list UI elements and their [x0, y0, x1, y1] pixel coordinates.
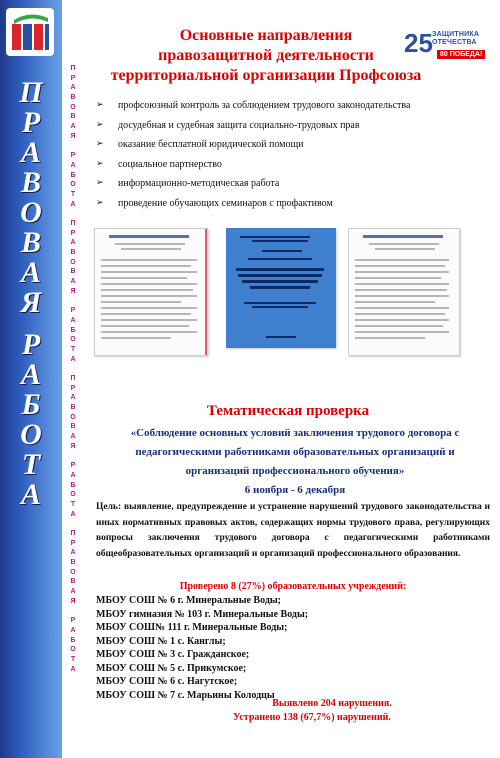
- document-thumbnail-2: [226, 228, 336, 348]
- strip-letter: Р: [70, 152, 76, 160]
- strip-letter: А: [70, 665, 76, 673]
- sidebar-letter: В: [20, 166, 41, 199]
- strip-letter: А: [70, 433, 76, 441]
- list-item: МБОУ СОШ № 5 с. Прикумское;: [96, 662, 247, 674]
- strip-letter: Б: [70, 171, 76, 179]
- strip-letter: А: [70, 200, 76, 208]
- strip-letter: Я: [70, 287, 76, 295]
- sidebar-letter: А: [20, 478, 41, 511]
- inspection-theme: [100, 424, 490, 500]
- strip-letter: А: [70, 278, 76, 286]
- directions-list: [96, 96, 486, 213]
- sidebar-vertical-title: [0, 78, 62, 510]
- sidebar-letter: А: [20, 136, 41, 169]
- strip-letter: О: [70, 103, 76, 111]
- inspection-goal: Цель: выявление, предупреждение и устранение нарушений трудового законодательства и иных нормативных правовых актов, содержащих нормы трудового права, регулирующих вопросы заключения трудового договора с педагогическими работниками общеобразовательных организаций и организаций профессионального образования.: [96, 502, 490, 559]
- page-title: [76, 26, 456, 86]
- sidebar-letter: Р: [21, 328, 41, 361]
- strip-letter: Р: [70, 74, 76, 82]
- page-title-line: правозащитной деятельности: [158, 47, 374, 64]
- list-item: МБОУ СОШ№ 111 г. Минеральные Воды;: [96, 622, 288, 633]
- list-item: ➢ оказание бесплатной юридической помощи: [96, 135, 486, 155]
- document-thumbnail-1: [94, 228, 208, 356]
- sidebar-letter: Р: [21, 106, 41, 139]
- page-title-line: территориальной организации Профсоюза: [110, 67, 422, 84]
- anniversary-line2: ОТЕЧЕСТВА: [432, 39, 477, 46]
- schools-list: [96, 594, 490, 702]
- sidebar-letter: О: [20, 196, 42, 229]
- strip-letter: А: [70, 549, 76, 557]
- strip-letter: О: [70, 646, 76, 654]
- sidebar-letter: П: [19, 76, 43, 109]
- sidebar-letter: В: [20, 226, 41, 259]
- anniversary-logo: [404, 28, 494, 68]
- strip-letter: В: [70, 423, 76, 431]
- strip-letter: А: [70, 471, 76, 479]
- strip-letter: О: [70, 258, 76, 266]
- strip-letter: О: [70, 413, 76, 421]
- sidebar-banner: [0, 0, 62, 758]
- strip-letter: О: [70, 568, 76, 576]
- list-item: ➢ профсоюзный контроль за соблюдением трудового законодательства: [96, 96, 486, 116]
- strip-letter: В: [70, 559, 76, 567]
- strip-letter: Р: [70, 462, 76, 470]
- strip-letter: Т: [70, 190, 76, 198]
- strip-letter: Р: [70, 229, 76, 237]
- strip-letter: В: [70, 578, 76, 586]
- strip-letter: О: [70, 336, 76, 344]
- inspection-theme-line: «Соблюдение основных условий заключения трудового договора с: [130, 427, 460, 439]
- anniversary-badge: 80 ПОБЕДА!: [437, 50, 485, 59]
- strip-letter: В: [70, 249, 76, 257]
- violations-revealed: Выявлено 204 нарушения.: [272, 698, 392, 709]
- strip-letter: Т: [70, 655, 76, 663]
- strip-letter: А: [70, 239, 76, 247]
- strip-letter: П: [70, 530, 76, 537]
- strip-letter: А: [70, 161, 76, 169]
- strip-letter: А: [70, 394, 76, 402]
- sidebar-letter: Т: [21, 448, 41, 481]
- document-thumbnail-3: [348, 228, 460, 356]
- strip-letter: В: [70, 404, 76, 412]
- sidebar-letter: О: [20, 418, 42, 451]
- strip-letter: Р: [70, 307, 76, 315]
- list-item: ➢ социальное партнерство: [96, 155, 486, 175]
- strip-letter: А: [70, 355, 76, 363]
- anniversary-year: 25: [404, 28, 433, 58]
- strip-letter: В: [70, 94, 76, 102]
- strip-letter: А: [70, 510, 76, 518]
- union-logo: [6, 8, 54, 56]
- strip-letter: Т: [70, 345, 76, 353]
- list-item: МБОУ гимназия № 103 г. Минеральные Воды;: [96, 608, 309, 620]
- sidebar-letter: А: [20, 256, 41, 289]
- page-title-line: Основные направления: [179, 27, 353, 44]
- inspection-theme-line: педагогическими работниками образовательных организаций и: [135, 446, 455, 458]
- strip-letter: О: [70, 181, 76, 189]
- list-item: МБОУ СОШ № 3 с. Гражданское;: [96, 649, 250, 660]
- list-item: ➢ проведение обучающих семинаров с профактивом: [96, 194, 486, 214]
- strip-letter: Я: [70, 442, 76, 450]
- sidebar-letter: А: [20, 358, 41, 391]
- strip-letter: Б: [70, 481, 76, 489]
- inspection-title: Тематическая проверка: [206, 403, 370, 419]
- list-item: ➢ информационно-методическая работа: [96, 174, 486, 194]
- violations-fixed: Устранено 138 (67,7%) нарушений.: [233, 712, 391, 723]
- inspection-dates: 6 ноября - 6 декабря: [244, 484, 346, 496]
- strip-letter: П: [70, 65, 76, 72]
- sidebar-letter: Я: [20, 286, 42, 319]
- strip-letter: П: [70, 375, 76, 382]
- strip-letter: Р: [70, 539, 76, 547]
- list-item: ➢ досудебная и судебная защита социально-трудовых прав: [96, 116, 486, 136]
- strip-letter: О: [70, 491, 76, 499]
- strip-letter: Б: [70, 326, 76, 334]
- anniversary-text: [432, 31, 479, 47]
- anniversary-line1: ЗАЩИТНИКА: [432, 31, 480, 38]
- strip-letter: А: [70, 123, 76, 131]
- strip-letter: Я: [70, 597, 76, 605]
- vertical-word-strip: [66, 64, 80, 674]
- inspection-theme-line: организаций профессионального обучения»: [185, 465, 405, 477]
- strip-letter: Б: [70, 636, 76, 644]
- strip-letter: В: [70, 113, 76, 121]
- strip-letter: А: [70, 626, 76, 634]
- union-logo-icon: [6, 8, 54, 56]
- strip-letter: А: [70, 588, 76, 596]
- strip-letter: В: [70, 268, 76, 276]
- sidebar-letter: Б: [21, 388, 41, 421]
- strip-letter: Р: [70, 384, 76, 392]
- list-item: МБОУ СОШ № 1 с. Канглы;: [96, 635, 226, 647]
- strip-letter: А: [70, 84, 76, 92]
- list-item: МБОУ СОШ № 7 с. Марьины Колодцы: [96, 689, 275, 701]
- list-item: МБОУ СОШ № 6 с. Нагутское;: [96, 676, 238, 687]
- checked-summary: Проверено 8 (27%) образовательных учреждений:: [179, 581, 407, 592]
- strip-letter: П: [70, 220, 76, 227]
- strip-letter: Р: [70, 617, 76, 625]
- strip-letter: А: [70, 316, 76, 324]
- strip-letter: Т: [70, 500, 76, 508]
- list-item: МБОУ СОШ № 6 г. Минеральные Воды;: [96, 595, 282, 606]
- strip-letter: Я: [70, 132, 76, 140]
